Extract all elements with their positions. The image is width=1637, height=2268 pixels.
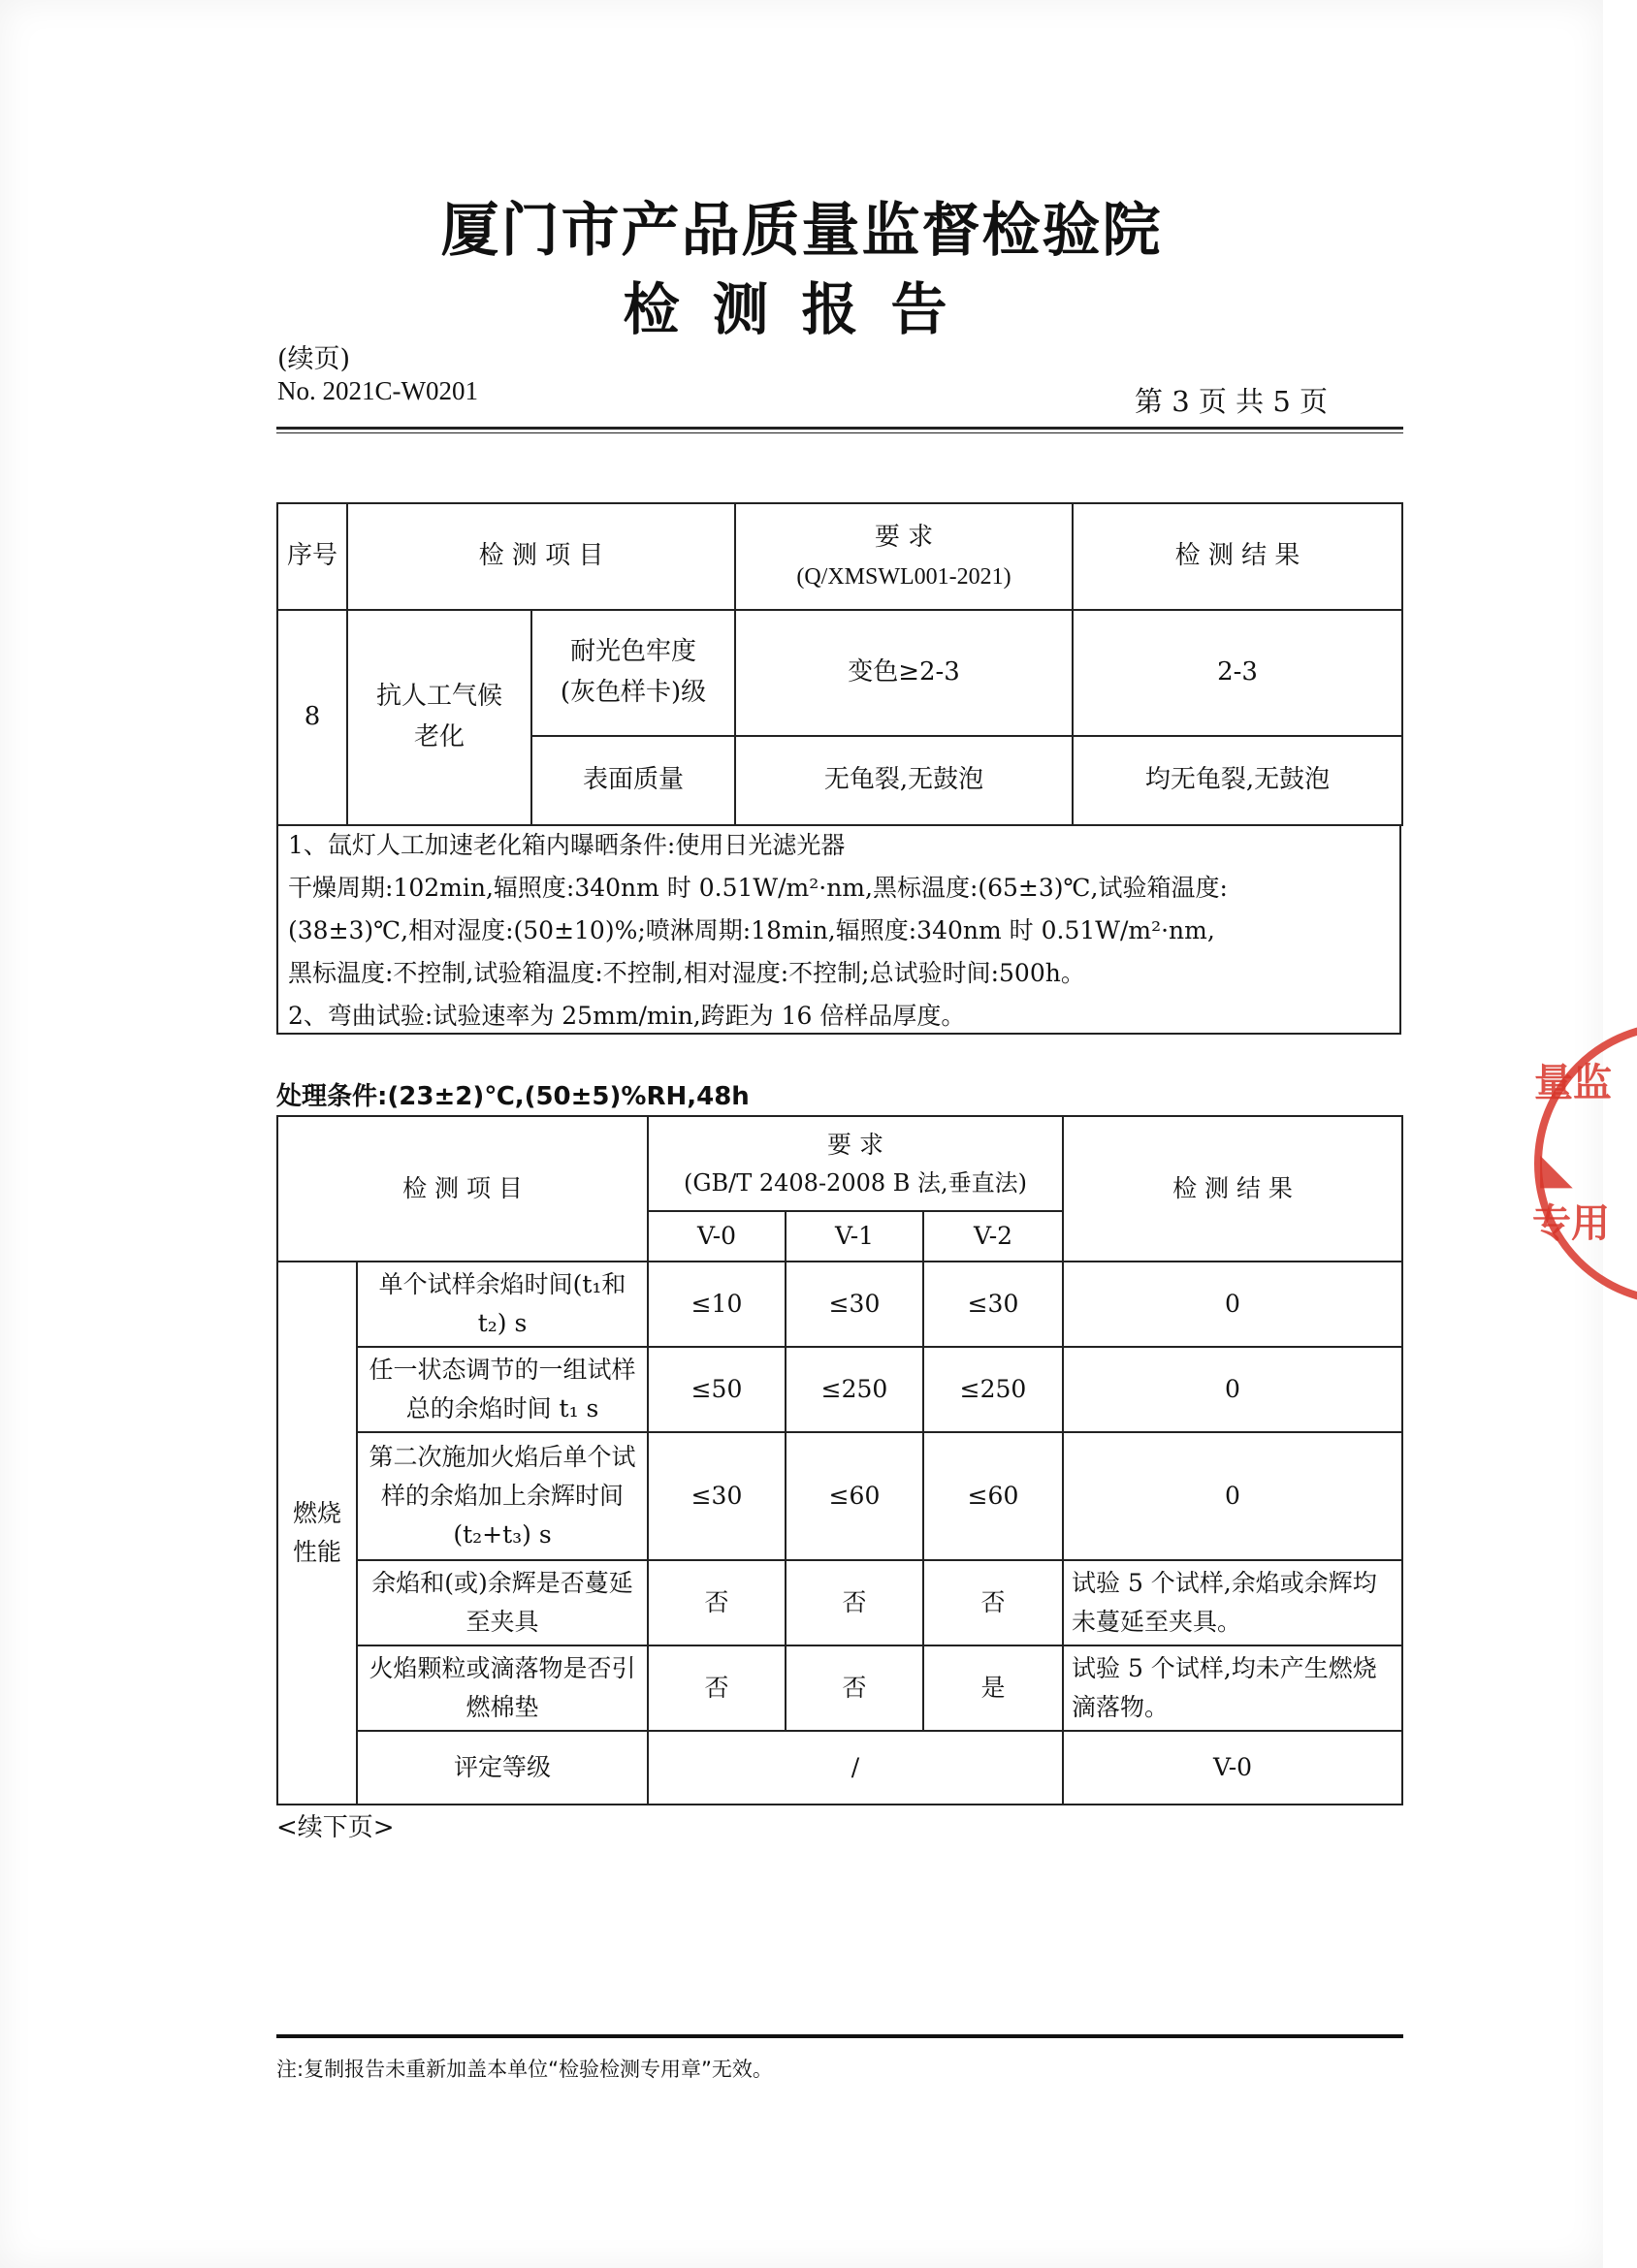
row-v0: 否 (648, 1645, 786, 1731)
row-v2: ≤60 (923, 1432, 1063, 1560)
row-name: 第二次施加火焰后单个试样的余焰加上余辉时间(t₂+t₃) s (357, 1432, 648, 1560)
row-name: 任一状态调节的一组试样总的余焰时间 t₁ s (357, 1347, 648, 1432)
header-item: 检 测 项 目 (347, 503, 735, 610)
rating-label: 评定等级 (357, 1731, 648, 1805)
table-row (277, 1432, 1402, 1560)
header-divider (276, 427, 1403, 430)
header-requirement: 要 求 (Q/XMSWL001-2021) (735, 503, 1073, 610)
table-row (277, 1560, 1402, 1645)
test-conditions-notes (276, 824, 1401, 1035)
table-header-row (277, 503, 1402, 610)
row-name: 单个试样余焰时间(t₁和t₂) s (357, 1262, 648, 1347)
row-v1: ≤250 (786, 1347, 923, 1432)
row-name: 火焰颗粒或滴落物是否引燃棉垫 (357, 1645, 648, 1731)
table-row (277, 1347, 1402, 1432)
header-divider-thin (276, 432, 1403, 433)
row-seq: 8 (277, 610, 347, 825)
footer-divider (276, 2034, 1403, 2038)
table-row (277, 610, 1402, 736)
report-title: 检测报告 (623, 276, 980, 342)
sub-item-name: 耐光色牢度(灰色样卡)级 (531, 610, 735, 736)
row-v2: 是 (923, 1645, 1063, 1731)
row-v1: ≤30 (786, 1262, 923, 1347)
note-line: 2、弯曲试验:试验速率为 25mm/min,跨距为 16 倍样品厚度。 (288, 1002, 966, 1030)
note-line: 1、氙灯人工加速老化箱内曝晒条件:使用日光滤光器 (288, 831, 846, 859)
treatment-condition: 处理条件:(23±2)℃,(50±5)%RH,48h (276, 1082, 750, 1111)
page-info: 第 3 页 共 5 页 (1135, 385, 1328, 418)
row-item: 抗人工气候老化 (347, 610, 531, 825)
header-item: 检 测 项 目 (277, 1116, 648, 1262)
continued-next-label: <续下页> (276, 1813, 395, 1842)
row-result: 试验 5 个试样,余焰或余辉均未蔓延至夹具。 (1063, 1560, 1402, 1645)
row-v0: ≤30 (648, 1432, 786, 1560)
svg-text:◣: ◣ (1540, 1144, 1573, 1194)
continued-label: (续页) (277, 344, 351, 374)
doc-number: No. 2021C-W0201 (277, 376, 478, 405)
note-line: 干燥周期:102min,辐照度:340nm 时 0.51W/m²·nm,黑标温度:(65±3)℃,试验箱温度: (288, 874, 1228, 902)
sub-item-name: 表面质量 (531, 736, 735, 825)
svg-text:量监: 量监 (1534, 1061, 1612, 1105)
rating-row (277, 1731, 1402, 1805)
rating-result: V-0 (1063, 1731, 1402, 1805)
row-name: 余焰和(或)余辉是否蔓延至夹具 (357, 1560, 648, 1645)
institute-title: 厦门市产品质量监督检验院 (440, 197, 1163, 265)
aging-test-table (276, 502, 1403, 826)
row-result: 0 (1063, 1347, 1402, 1432)
row-result: 0 (1063, 1262, 1402, 1347)
header-v0: V-0 (648, 1211, 786, 1262)
row-v2: ≤30 (923, 1262, 1063, 1347)
sub-item-requirement: 无龟裂,无鼓泡 (735, 736, 1073, 825)
row-v2: ≤250 (923, 1347, 1063, 1432)
footer-note: 注:复制报告未重新加盖本单位“检验检测专用章”无效。 (276, 2058, 773, 2081)
header-requirement: 要 求 (GB/T 2408-2008 B 法,垂直法) (648, 1116, 1063, 1211)
row-v2: 否 (923, 1560, 1063, 1645)
sub-item-requirement: 变色≥2-3 (735, 610, 1073, 736)
row-result: 0 (1063, 1432, 1402, 1560)
row-result: 试验 5 个试样,均未产生燃烧滴落物。 (1063, 1645, 1402, 1731)
note-line: 黑标温度:不控制,试验箱温度:不控制,相对湿度:不控制;总试验时间:500h。 (288, 959, 1085, 987)
svg-text:专用: 专用 (1532, 1201, 1610, 1246)
row-v0: ≤50 (648, 1347, 786, 1432)
row-v0: ≤10 (648, 1262, 786, 1347)
header-result: 检 测 结 果 (1073, 503, 1402, 610)
inspection-seal-stamp (1530, 1018, 1637, 1309)
row-v1: 否 (786, 1560, 923, 1645)
row-v0: 否 (648, 1560, 786, 1645)
flammability-table (276, 1115, 1403, 1805)
table-row (277, 1645, 1402, 1731)
row-v1: 否 (786, 1645, 923, 1731)
group-label: 燃烧性能 (277, 1262, 357, 1805)
table-header-row (277, 1116, 1402, 1211)
table-row (277, 1262, 1402, 1347)
sub-item-result: 均无龟裂,无鼓泡 (1073, 736, 1402, 825)
header-result: 检 测 结 果 (1063, 1116, 1402, 1262)
header-seq: 序号 (277, 503, 347, 610)
header-v1: V-1 (786, 1211, 923, 1262)
sub-item-result: 2-3 (1073, 610, 1402, 736)
row-v1: ≤60 (786, 1432, 923, 1560)
header-v2: V-2 (923, 1211, 1063, 1262)
note-line: (38±3)℃,相对湿度:(50±10)%;喷淋周期:18min,辐照度:340nm 时 0.51W/m²·nm, (288, 916, 1215, 944)
rating-requirement: / (648, 1731, 1063, 1805)
